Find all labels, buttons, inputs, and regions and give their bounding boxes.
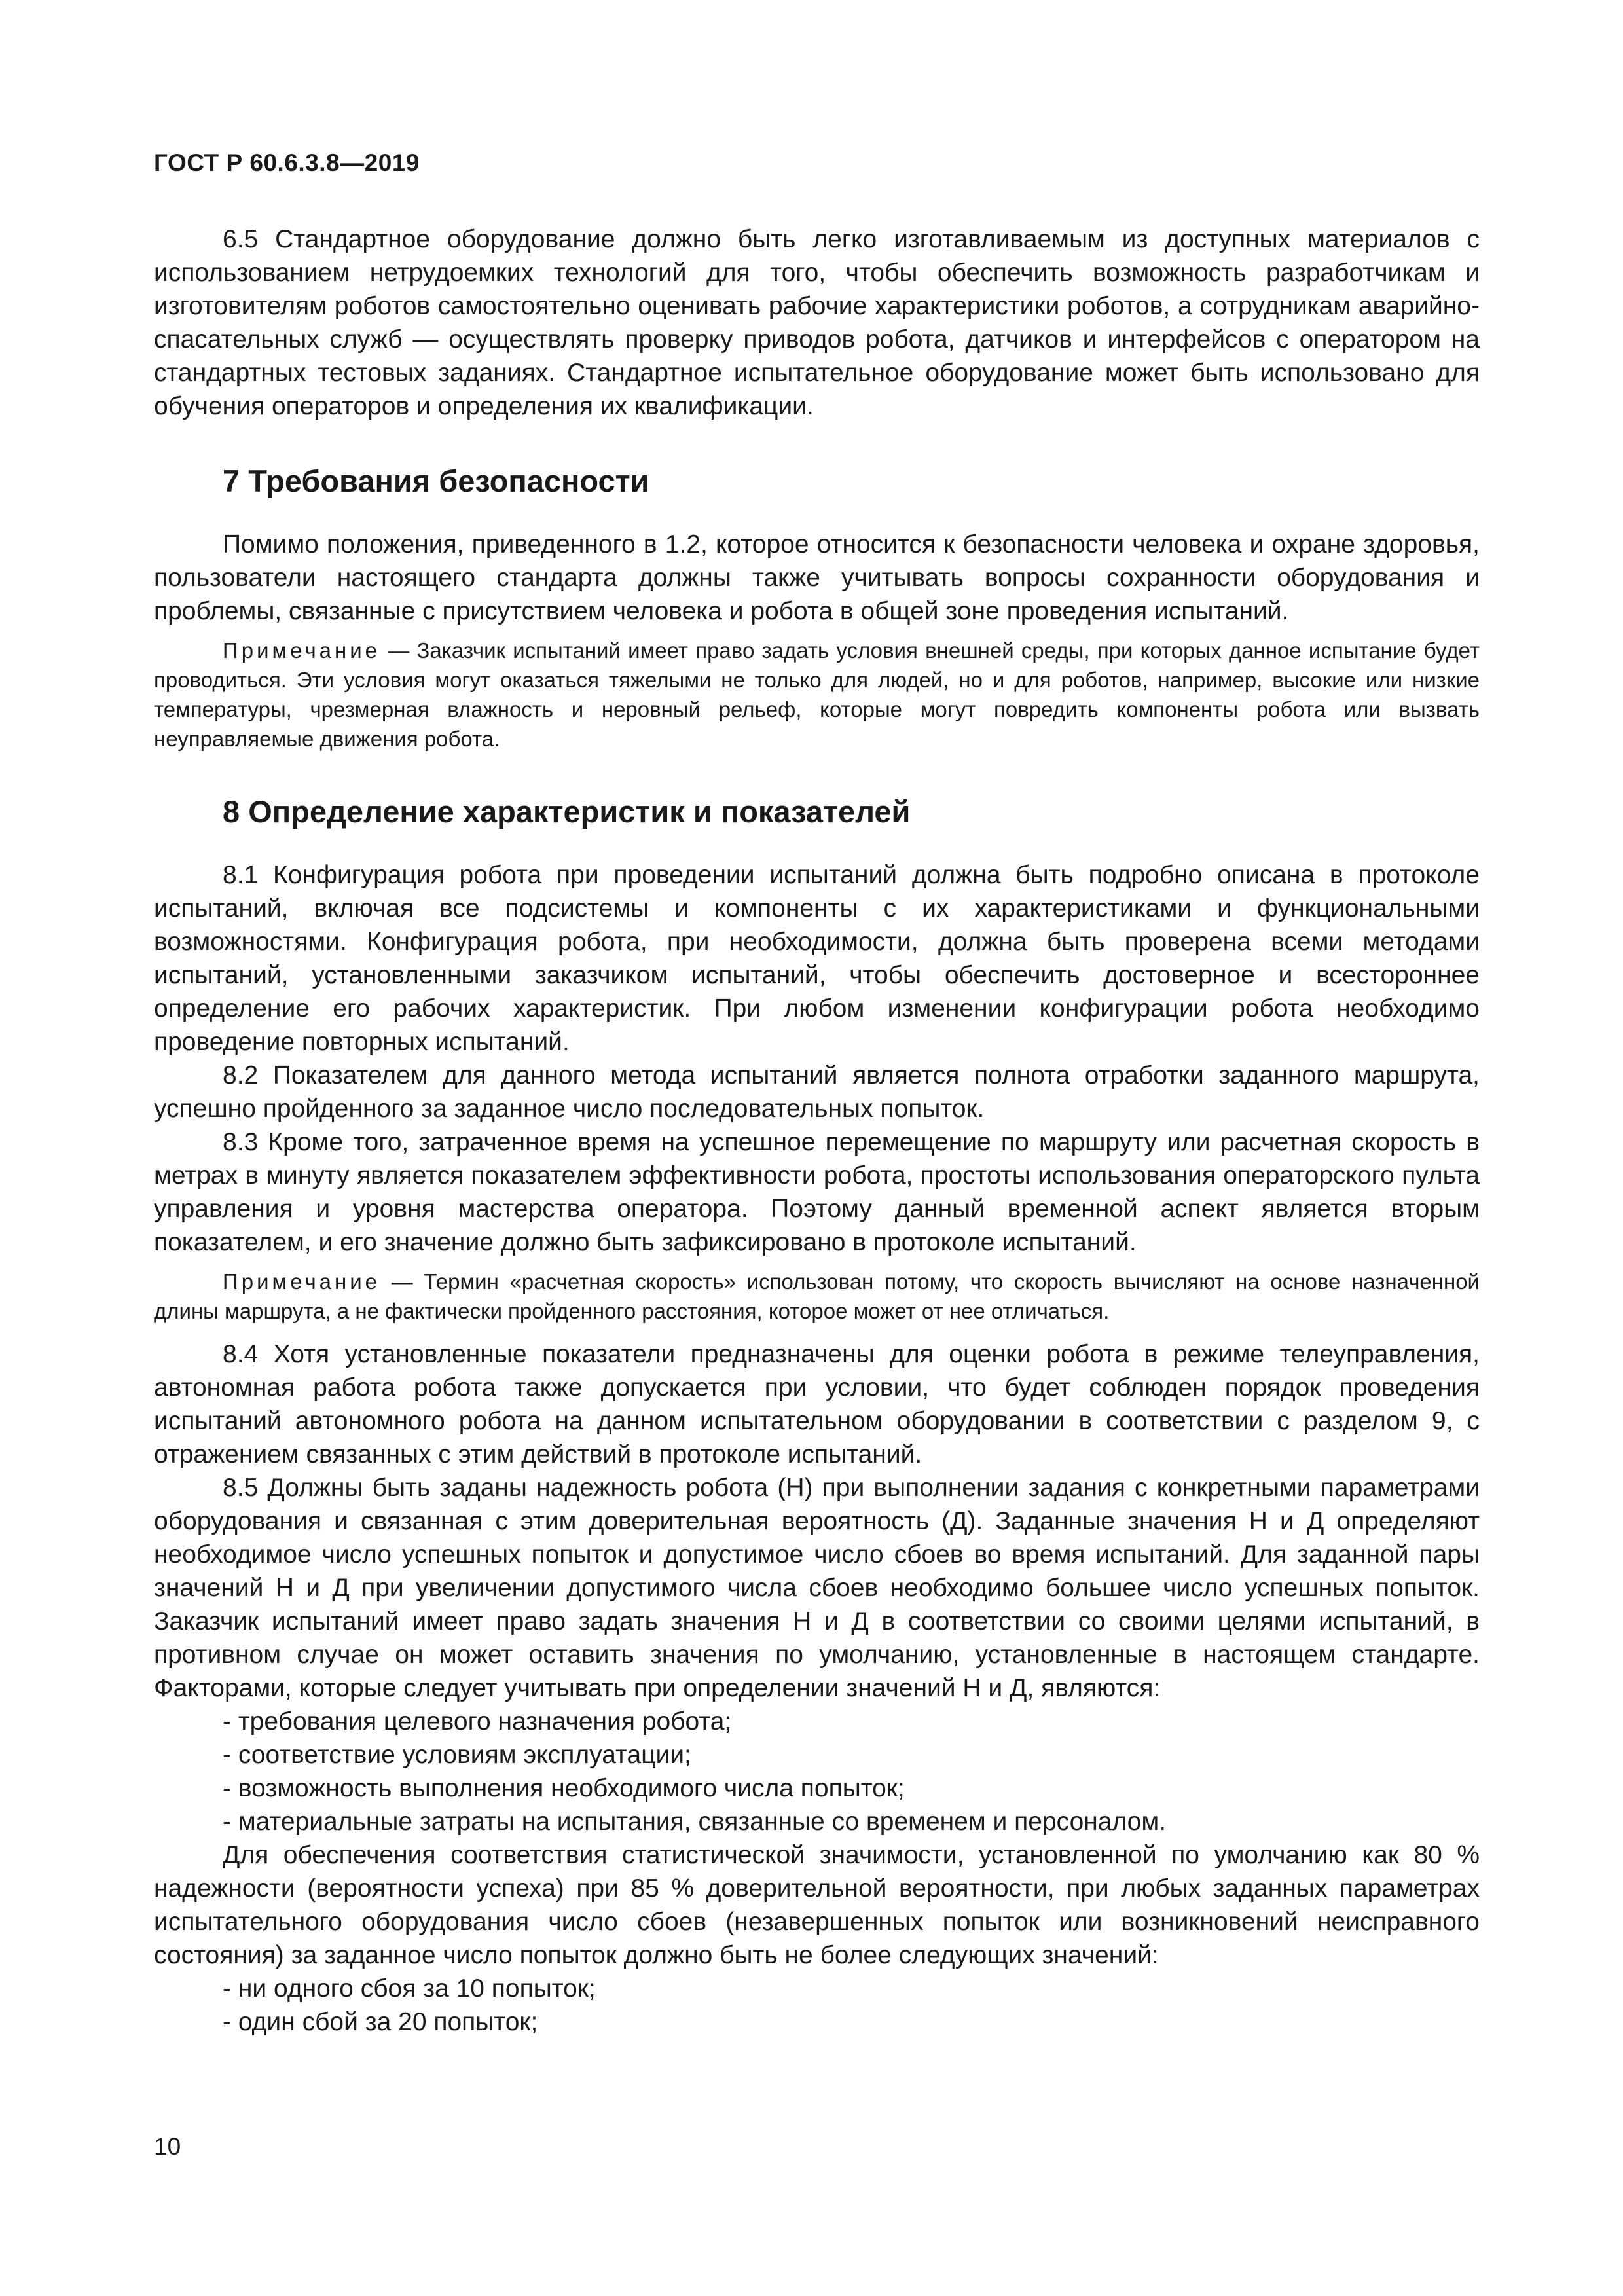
section-7-note [154, 636, 1480, 754]
section-7-paragraph: Помимо положения, приведенного в 1.2, которое относится к безопасности человека и охране здоровья, пользователи настоящего стандарта должны также учитывать вопросы сохранности оборудования и проблемы, связанные с присутствием человека и робота в общей зоне проведения испытаний. [154, 530, 1480, 625]
paragraph-6-5: 6.5 Стандартное оборудование должно быть легко изготавливаемым из доступных материалов с использованием нетрудоемких технологий для того, чтобы обеспечить возможность разработчикам и изготовителям роботов самостоятельно оценивать рабочие характеристики роботов, а сотрудникам аварийно-спасательных служб — осуществлять проверку приводов робота, датчиков и интерфейсов с оператором на стандартных тестовых заданиях. Стандартное испытательное оборудование может быть использовано для обучения операторов и определения их квалификации. [154, 225, 1480, 420]
note-label: Примечание [223, 638, 381, 663]
paragraph-8-1: 8.1 Конфигурация робота при проведении испытаний должна быть подробно описана в протоколе испытаний, включая все подсистемы и компоненты с их характеристиками и функциональными возможностями. Конфигурация робота, при необходимости, должна быть проверена всеми методами испытаний, установленными заказчиком испытаний, чтобы обеспечить достоверное и всестороннее определение его рабочих характеристик. При любом изменении конфигурации робота необходимо проведение повторных испытаний. [154, 861, 1480, 1056]
list-item: - требования целевого назначения робота; [223, 1707, 732, 1736]
note-text: — Термин «расчетная скорость» использован потому, что скорость вычисляют на основе назначенной длины маршрута, а не фактически пройденного расстояния, которое может от нее отличаться. [154, 1269, 1480, 1323]
document-code-header: ГОСТ Р 60.6.3.8—2019 [154, 149, 420, 176]
limits-list [154, 1972, 1480, 2039]
note-label: Примечание [223, 1269, 381, 1294]
note-text: — Заказчик испытаний имеет право задать условия внешней среды, при которых данное испытание будет проводиться. Эти условия могут оказаться тяжелыми не только для людей, но и для роботов, например, высокие или низкие температуры, чрезмерная влажность и неровный рельеф, которые могут повредить компоненты робота или вызвать неуправляемые движения робота. [154, 638, 1480, 751]
list-item: - соответствие условиям эксплуатации; [223, 1741, 691, 1769]
list-item: - материальные затраты на испытания, связанные со временем и персоналом. [223, 1808, 1167, 1836]
factors-list [154, 1705, 1480, 1838]
paragraph-8-3: 8.3 Кроме того, затраченное время на успешное перемещение по маршруту или расчетная скорость в метрах в минуту является показателем эффективности робота, простоты использования операторского пульта управления и уровня мастерства оператора. Поэтому данный временной аспект является вторым показателем, и его значение должно быть зафиксировано в протоколе испытаний. [154, 1128, 1480, 1256]
list-item: - ни одного сбоя за 10 попыток; [223, 1975, 596, 2003]
list-item: - возможность выполнения необходимого числа попыток; [223, 1774, 905, 1802]
paragraph-8-5: 8.5 Должны быть заданы надежность робота (Н) при выполнении задания с конкретными параметрами оборудования и связанная с этим доверительная вероятность (Д). Заданные значения Н и Д определяют необходимое число успешных попыток и допустимое число сбоев во время испытаний. Для заданной пары значений Н и Д при увеличении допустимого числа сбоев необходимо большее число успешных попыток. Заказчик испытаний имеет право задать значения Н и Д в соответствии со своими целями испытаний, в противном случае он может оставить значения по умолчанию, установленные в настоящем стандарте. Факторами, которые следует учитывать при определении значений Н и Д, являются: [154, 1474, 1480, 1702]
section-8-note [154, 1267, 1480, 1326]
paragraph-8-4: 8.4 Хотя установленные показатели предназначены для оценки робота в режиме телеуправления, автономная работа робота также допускается при условии, что будет соблюден порядок проведения испытаний автономного робота на данном испытательном оборудовании в соответствии с разделом 9, с отражением связанных с этим действий в протоколе испытаний. [154, 1340, 1480, 1468]
section-8-title: 8 Определение характеристик и показателей [223, 794, 911, 829]
section-7-title: 7 Требования безопасности [223, 464, 649, 498]
paragraph-8-2: 8.2 Показателем для данного метода испытаний является полнота отработки заданного маршрута, успешно пройденного за заданное число последовательных попыток. [154, 1061, 1480, 1123]
document-body [154, 223, 1480, 2039]
paragraph-statistics: Для обеспечения соответствия статистической значимости, установленной по умолчанию как 80 % надежности (вероятности успеха) при 85 % доверительной вероятности, при любых заданных параметрах испытательного оборудования число сбоев (незавершенных попыток или возникновений неисправного состояния) за заданное число попыток должно быть не более следующих значений: [154, 1841, 1480, 1969]
document-page [154, 0, 1480, 2296]
page-number: 10 [154, 2133, 181, 2160]
list-item: - один сбой за 20 попыток; [223, 2008, 538, 2036]
